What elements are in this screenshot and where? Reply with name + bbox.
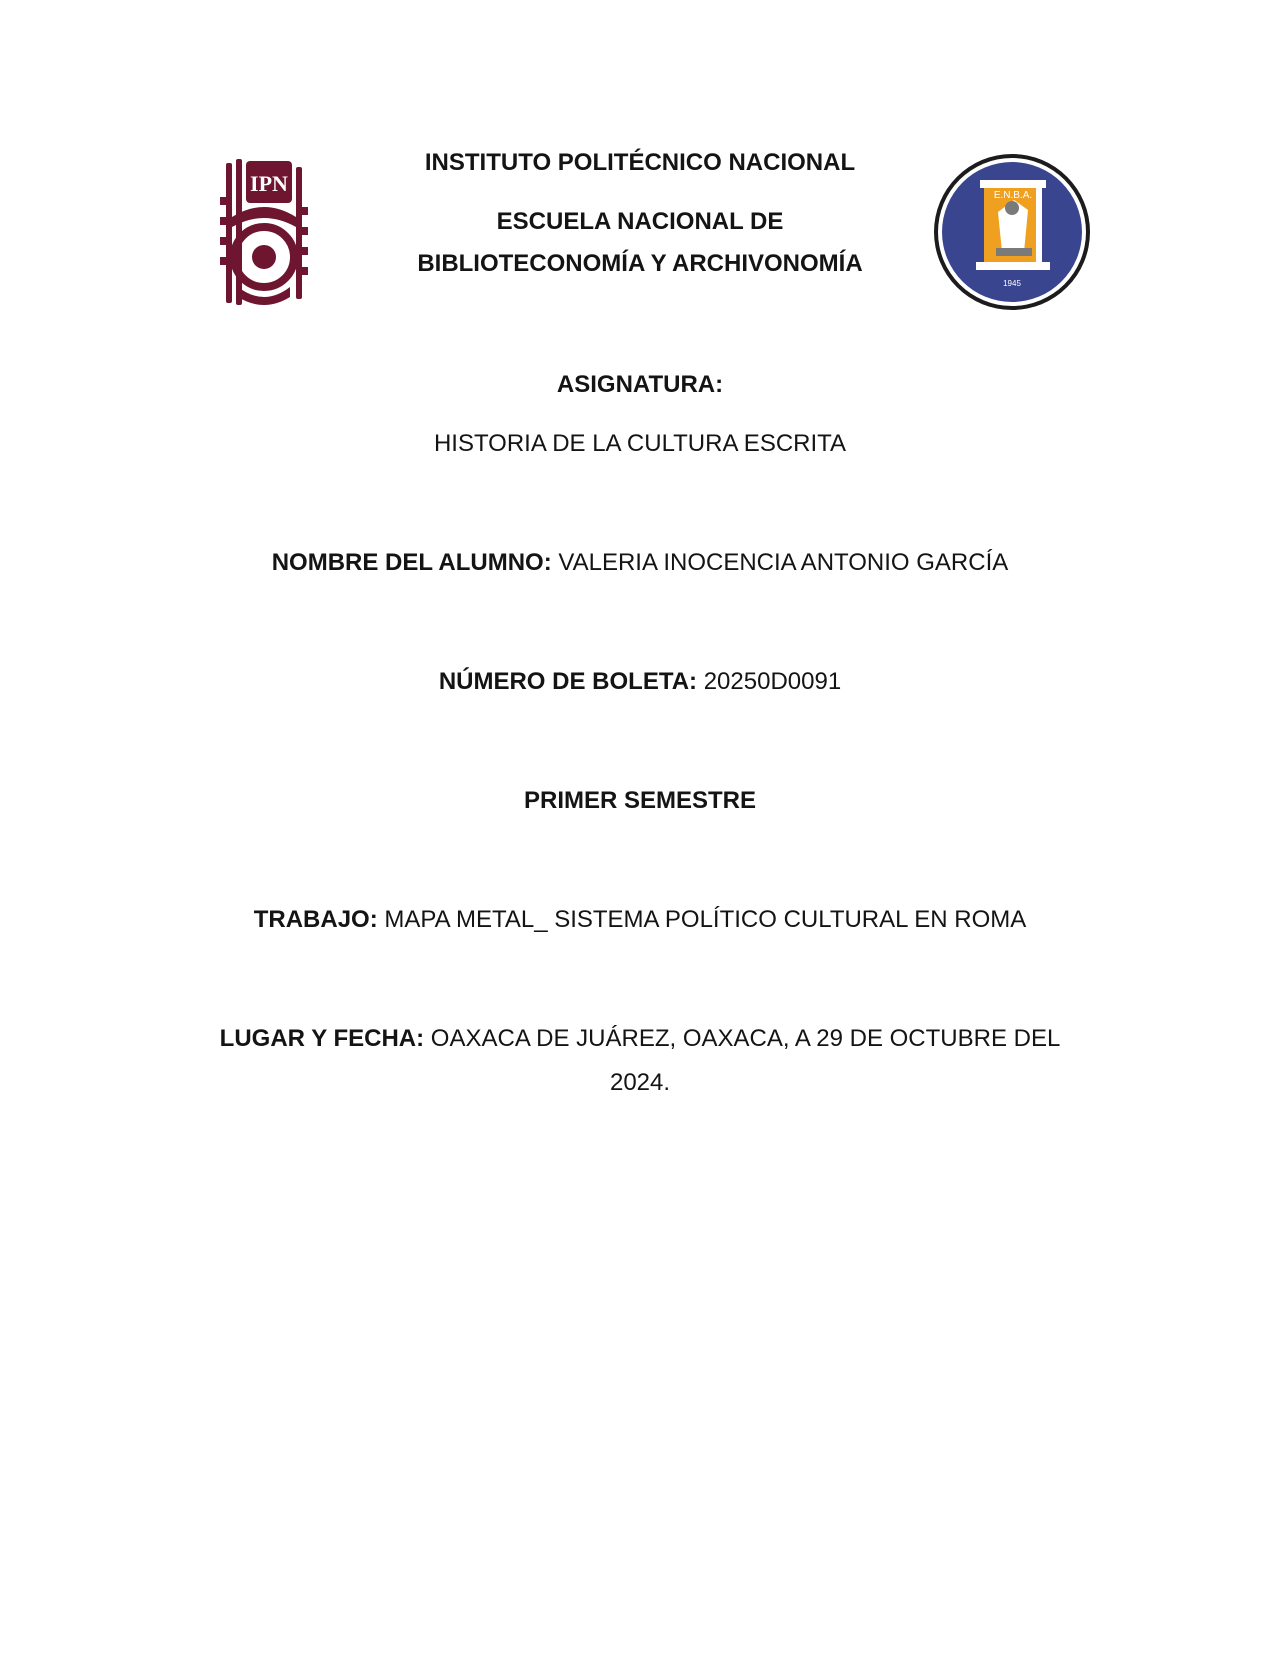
enba-logo-year: 1945 xyxy=(1003,279,1021,288)
school-name-line2: BIBLIOTECONOMÍA Y ARCHIVONOMÍA xyxy=(417,250,863,277)
place-date-value: OAXACA DE JUÁREZ, OAXACA, A 29 DE OCTUBRE DEL 2024. xyxy=(430,1025,1061,1096)
semester: PRIMER SEMESTRE xyxy=(523,787,757,814)
student-label: NOMBRE DEL ALUMNO: xyxy=(271,549,552,576)
work-label: TRABAJO: xyxy=(253,906,378,933)
work-value: MAPA METAL_ SISTEMA POLÍTICO CULTURAL EN ROMA xyxy=(384,906,1027,933)
student-name: VALERIA INOCENCIA ANTONIO GARCÍA xyxy=(558,549,1009,576)
subject-label: ASIGNATURA: xyxy=(556,371,724,398)
boleta-line xyxy=(0,667,1280,697)
school-name-line1: ESCUELA NACIONAL DE xyxy=(496,208,784,235)
place-date-line xyxy=(190,1017,1090,1105)
place-date-label: LUGAR Y FECHA: xyxy=(219,1025,425,1052)
ipn-logo-text: IPN xyxy=(250,171,288,196)
institution-name: INSTITUTO POLITÉCNICO NACIONAL xyxy=(424,149,856,176)
boleta-value: 20250D0091 xyxy=(703,668,842,695)
enba-logo-text: E.N.B.A. xyxy=(993,190,1033,201)
subject-value: HISTORIA DE LA CULTURA ESCRITA xyxy=(433,430,847,457)
boleta-label: NÚMERO DE BOLETA: xyxy=(438,668,698,695)
work-line xyxy=(0,905,1280,935)
student-line xyxy=(0,548,1280,578)
